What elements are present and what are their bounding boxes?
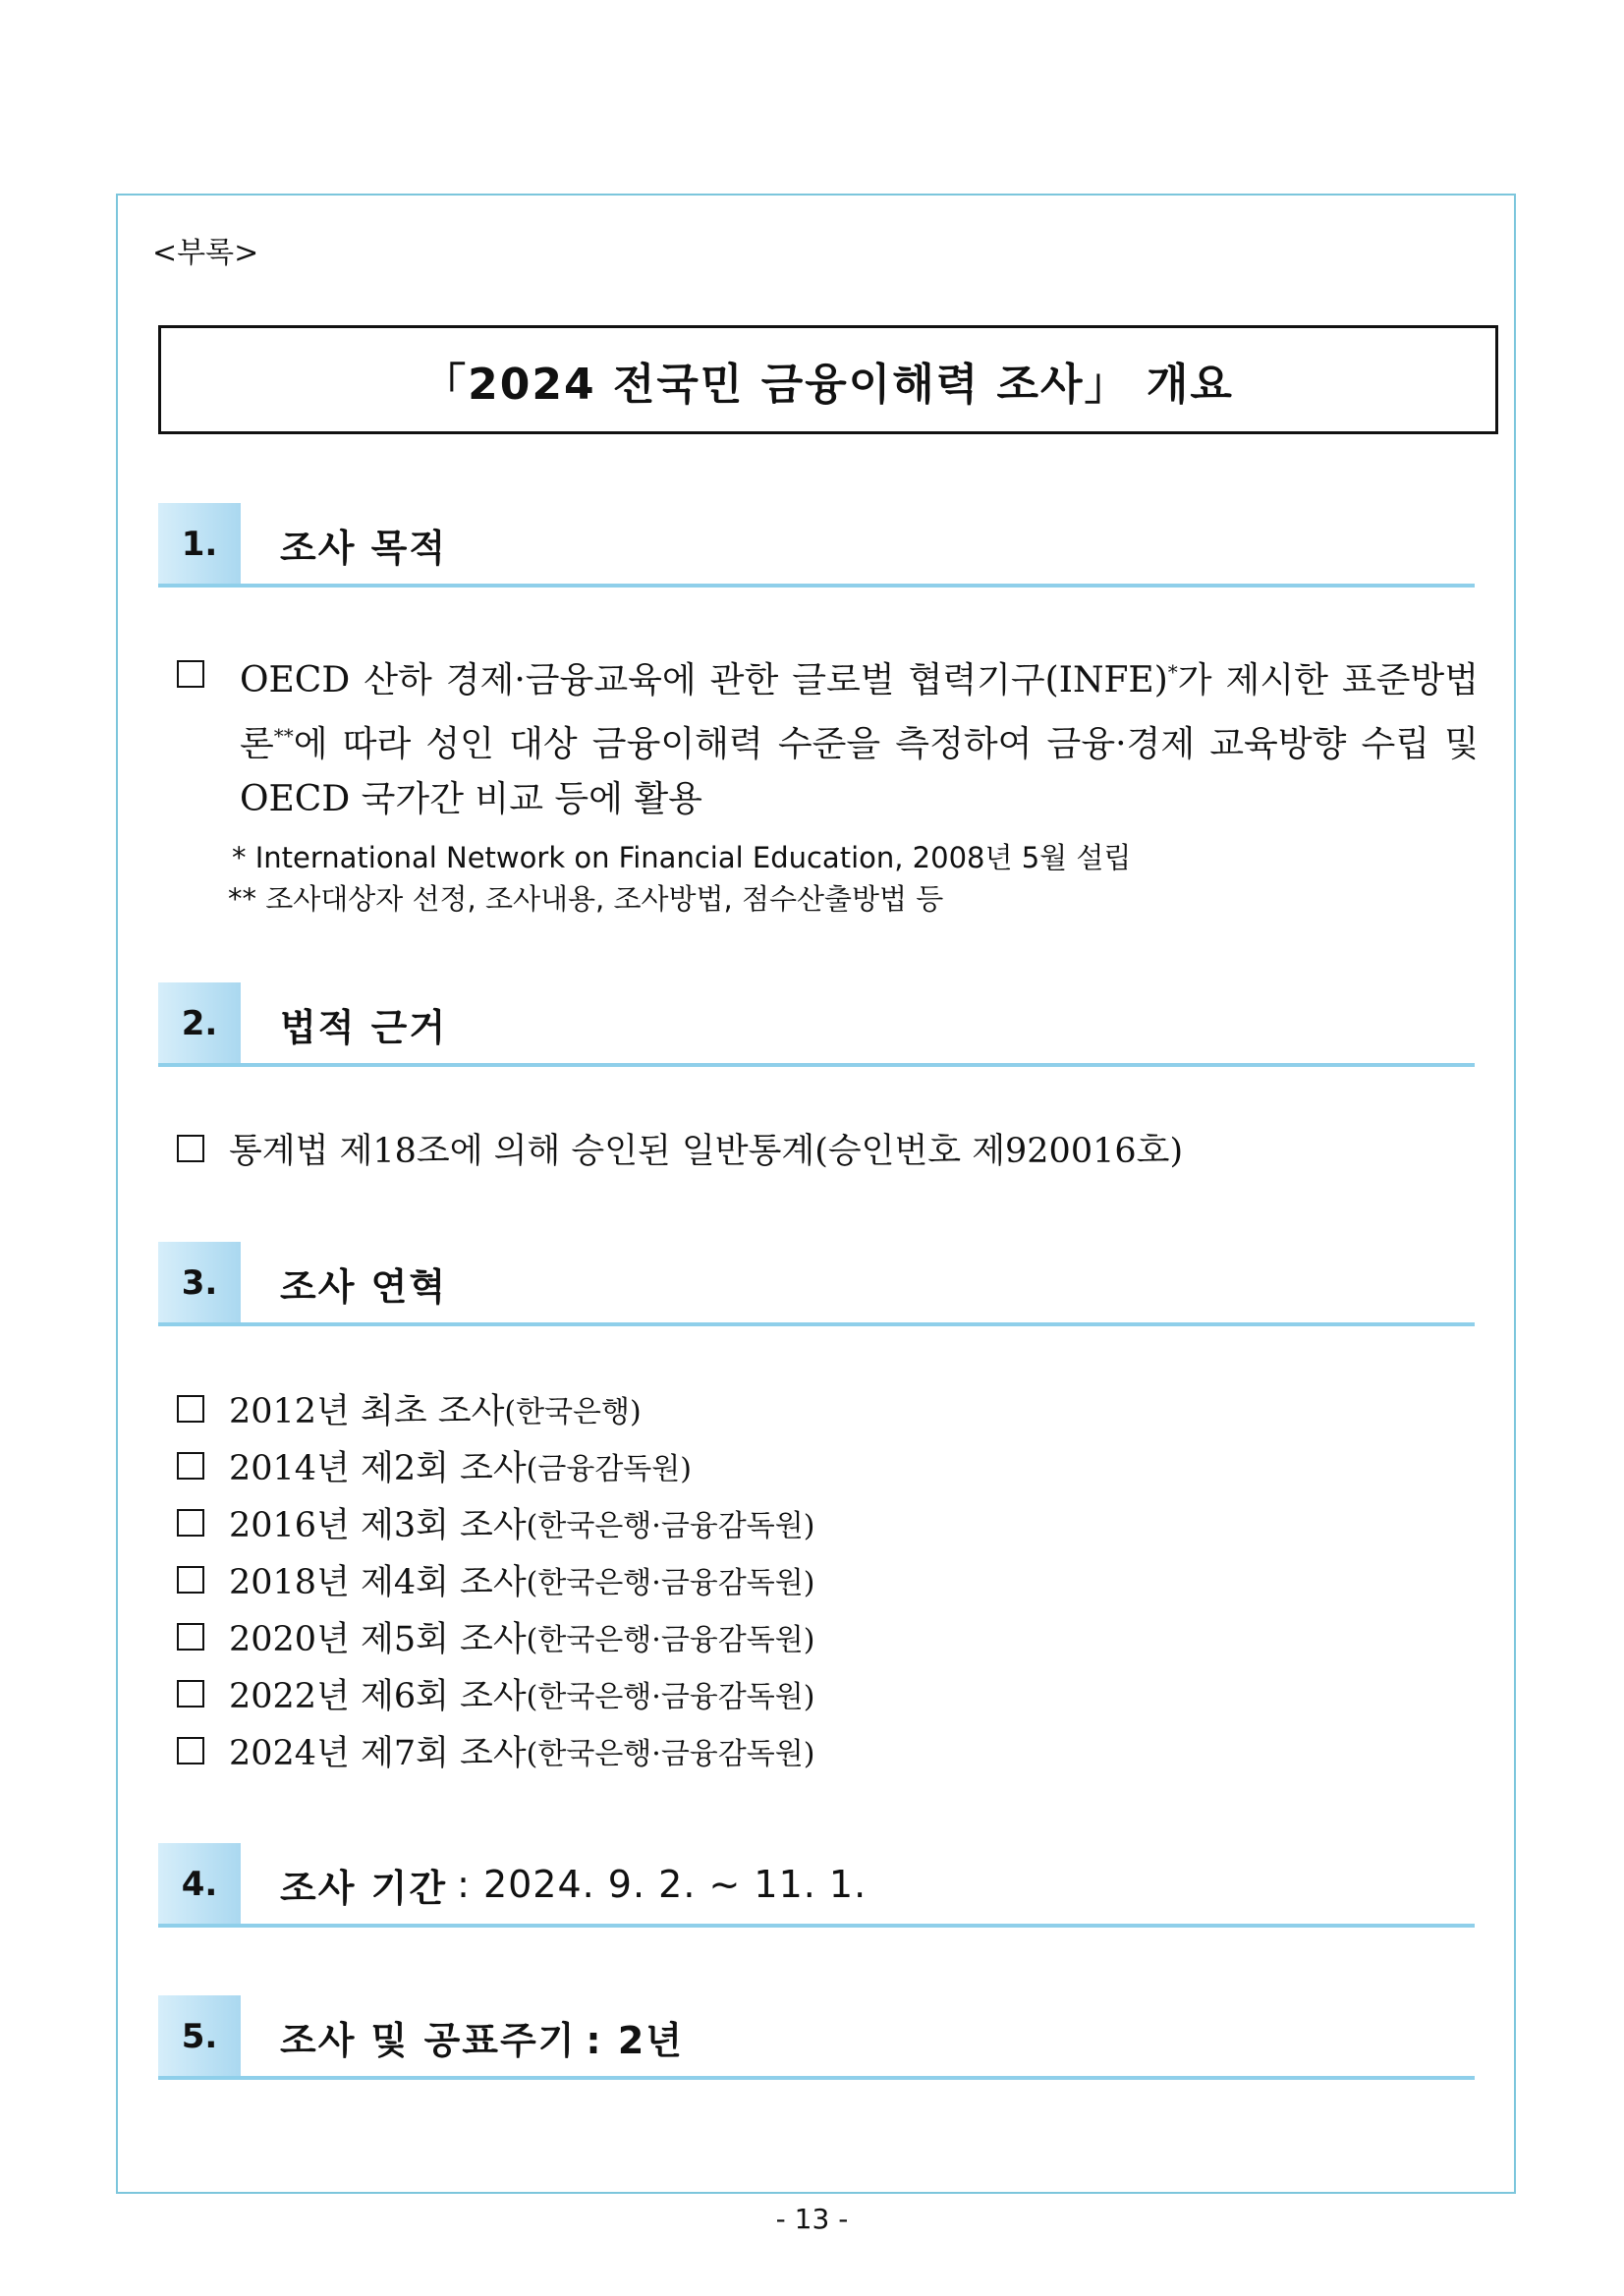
- document-title: 「2024 전국민 금융이해력 조사」 개요: [158, 325, 1498, 434]
- history-main: 2018년 제4회 조사: [229, 1563, 527, 1602]
- history-main: 2016년 제3회 조사: [229, 1506, 527, 1545]
- history-org: (한국은행·금융감독원): [526, 1566, 815, 1600]
- page-number: - 13 -: [775, 2203, 849, 2235]
- checkbox-icon: [177, 1566, 204, 1594]
- checkbox-icon: [177, 660, 204, 688]
- survey-period-value: : 2024. 9. 2. ~ 11. 1.: [457, 1863, 868, 1906]
- checkbox-icon: [177, 1135, 204, 1162]
- history-item: [177, 1724, 814, 1777]
- footnote-marker-1: *: [1167, 660, 1178, 684]
- history-main: 2022년 제6회 조사: [229, 1677, 527, 1716]
- checkbox-icon: [177, 1509, 204, 1537]
- history-org: (한국은행·금융감독원): [526, 1623, 815, 1657]
- section-5-header: [158, 1995, 1475, 2078]
- footnote-marker-2: **: [273, 724, 294, 748]
- legal-basis-item: [177, 1122, 1183, 1175]
- section-heading-text: 조사 및 공표주기: [280, 2018, 577, 2062]
- section-4-header: [158, 1843, 1475, 1926]
- checkbox-icon: [177, 1452, 204, 1480]
- purpose-paragraph: [177, 644, 1479, 827]
- publication-cycle-value: : 2년: [586, 2018, 684, 2062]
- history-org: (한국은행): [504, 1395, 642, 1429]
- section-heading-text: 조사 목적: [280, 526, 448, 570]
- history-item: [177, 1439, 692, 1492]
- history-item: [177, 1382, 642, 1435]
- section-heading-text: 법적 근거: [280, 1005, 448, 1049]
- section-1-header: [158, 503, 1475, 586]
- history-item: [177, 1667, 814, 1720]
- history-main: 2014년 제2회 조사: [229, 1449, 527, 1488]
- checkbox-icon: [177, 1680, 204, 1708]
- section-underline: [158, 2076, 1475, 2080]
- section-heading: [280, 1843, 867, 1926]
- checkbox-icon: [177, 1737, 204, 1764]
- purpose-text: [240, 644, 1479, 827]
- purpose-text-part1: OECD 산하 경제·금융교육에 관한 글로벌 협력기구(INFE): [240, 660, 1168, 700]
- history-org: (금융감독원): [526, 1452, 692, 1486]
- history-main: 2012년 최초 조사: [229, 1392, 505, 1431]
- appendix-label: <부록>: [152, 236, 259, 270]
- section-heading-text: 조사 연혁: [280, 1264, 448, 1309]
- section-2-header: [158, 982, 1475, 1065]
- section-heading: [280, 1242, 447, 1324]
- legal-basis-text: 통계법 제18조에 의해 승인된 일반통계(승인번호 제920016호): [229, 1132, 1184, 1171]
- history-item: [177, 1610, 814, 1663]
- section-number: 1.: [158, 503, 241, 586]
- section-number: 4.: [158, 1843, 241, 1926]
- footnote-2: ** 조사대상자 선정, 조사내용, 조사방법, 점수산출방법 등: [228, 882, 944, 916]
- section-underline: [158, 1322, 1475, 1326]
- checkbox-icon: [177, 1623, 204, 1651]
- section-number: 3.: [158, 1242, 241, 1324]
- history-main: 2020년 제5회 조사: [229, 1620, 527, 1659]
- section-number: 5.: [158, 1995, 241, 2078]
- purpose-text-part3: 에 따라 성인 대상 금융이해력 수준을 측정하여 금융·경제 교육방향 수립 및 OECD 국가간 비교 등에 활용: [240, 724, 1479, 819]
- history-org: (한국은행·금융감독원): [526, 1737, 815, 1771]
- section-heading-text: 조사 기간: [280, 1866, 448, 1910]
- checkbox-icon: [177, 1395, 204, 1423]
- history-item: [177, 1496, 814, 1549]
- section-underline: [158, 1063, 1475, 1067]
- section-number: 2.: [158, 982, 241, 1065]
- history-item: [177, 1553, 814, 1606]
- section-underline: [158, 1924, 1475, 1928]
- section-heading: [280, 503, 447, 586]
- section-heading: [280, 982, 447, 1065]
- purpose-text-part2: 가 제시한 표준방법론: [240, 660, 1479, 764]
- footnote-1: * International Network on Financial Education, 2008년 5월 설립: [232, 841, 1132, 874]
- section-heading: [280, 1995, 684, 2078]
- section-3-header: [158, 1242, 1475, 1324]
- section-underline: [158, 584, 1475, 588]
- history-org: (한국은행·금융감독원): [526, 1680, 815, 1714]
- history-org: (한국은행·금융감독원): [526, 1509, 815, 1543]
- history-main: 2024년 제7회 조사: [229, 1734, 527, 1773]
